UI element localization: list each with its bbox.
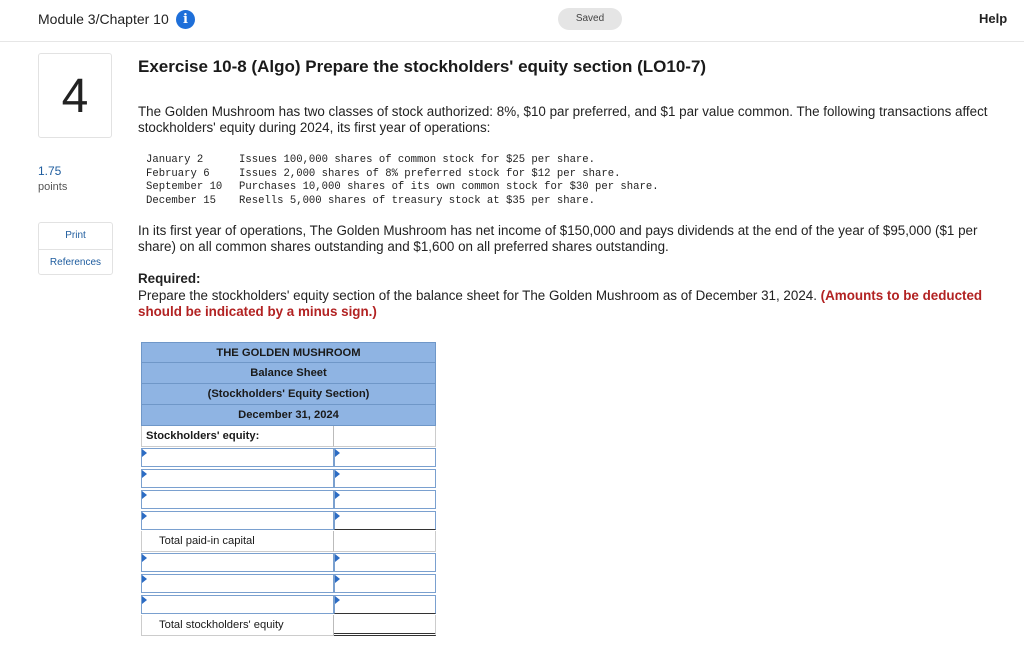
account-dropdown[interactable]: [141, 469, 334, 488]
amount-input[interactable]: [334, 574, 436, 593]
exercise-intro: The Golden Mushroom has two classes of stock authorized: 8%, $10 par preferred, and $1 par value common. The following transactions affect stockholders' equity during 2024, its first year of operations:: [138, 104, 988, 135]
table-row: [141, 489, 436, 510]
table-row: [141, 426, 436, 447]
dropdown-marker-icon: [335, 470, 340, 478]
dropdown-marker-icon: [142, 470, 147, 478]
total-paid-in-label: Total paid-in capital: [141, 531, 334, 552]
account-dropdown[interactable]: [141, 511, 334, 530]
sheet-date: December 31, 2024: [141, 405, 436, 426]
exercise-title: Exercise 10-8 (Algo) Prepare the stockholders' equity section (LO10-7): [138, 57, 707, 76]
side-tools: [38, 222, 113, 275]
points-label: points: [38, 181, 68, 193]
amount-input[interactable]: [334, 511, 436, 530]
exercise-paragraph: In its first year of operations, The Golden Mushroom has net income of $150,000 and pays dividends at the end of the year of $95,000 ($1 per share) on all common shares outstanding and $1,600 on all preferred shares outstanding.: [138, 223, 978, 254]
amount-input[interactable]: [334, 469, 436, 488]
dropdown-marker-icon: [142, 554, 147, 562]
table-row: [141, 594, 436, 615]
dropdown-marker-icon: [335, 575, 340, 583]
table-row: [141, 510, 436, 531]
transaction-date: December 15: [146, 195, 216, 208]
sheet-company: THE GOLDEN MUSHROOM: [141, 342, 436, 363]
dropdown-marker-icon: [335, 596, 340, 604]
table-row: [141, 531, 436, 552]
transaction-text: Issues 2,000 shares of 8% preferred stock for $12 per share.: [239, 167, 621, 180]
transaction-text: Purchases 10,000 shares of its own common stock for $30 per share.: [239, 181, 659, 194]
saved-badge: Saved: [558, 8, 622, 30]
points-value: 1.75: [38, 164, 62, 178]
dropdown-marker-icon: [142, 575, 147, 583]
account-dropdown[interactable]: [141, 574, 334, 593]
required-heading: Required:: [138, 271, 201, 286]
account-dropdown[interactable]: [141, 553, 334, 572]
module-title: Module 3/Chapter 10: [38, 11, 169, 27]
required-note: (Amounts to be deducted should be indicated by a minus sign.): [138, 288, 983, 319]
dropdown-marker-icon: [142, 449, 147, 457]
account-dropdown[interactable]: [141, 595, 334, 614]
transaction-date: February 6: [146, 167, 210, 180]
amount-input[interactable]: [334, 595, 436, 614]
print-button[interactable]: Print: [65, 230, 86, 241]
table-row: [141, 552, 436, 573]
help-link[interactable]: Help: [979, 11, 1008, 26]
dropdown-marker-icon: [142, 512, 147, 520]
transaction-date: September 10: [146, 181, 223, 194]
balance-sheet-table: [141, 342, 436, 636]
dropdown-marker-icon: [142, 596, 147, 604]
table-row: [141, 573, 436, 594]
transaction-row: [146, 154, 659, 168]
amount-input[interactable]: [334, 490, 436, 509]
amount-input[interactable]: [334, 448, 436, 467]
total-equity-label: Total stockholders' equity: [141, 615, 334, 636]
dropdown-marker-icon: [335, 449, 340, 457]
amount-input[interactable]: [334, 553, 436, 572]
transaction-text: Issues 100,000 shares of common stock for $25 per share.: [239, 154, 596, 166]
account-dropdown[interactable]: [141, 490, 334, 509]
table-row: [141, 447, 436, 468]
equity-label: Stockholders' equity:: [141, 426, 334, 447]
dropdown-marker-icon: [335, 554, 340, 562]
sheet-section: (Stockholders' Equity Section): [141, 384, 436, 405]
transaction-row: [146, 168, 659, 182]
transactions-list: [146, 154, 659, 209]
dropdown-marker-icon: [335, 512, 340, 520]
transaction-date: January 2: [146, 154, 204, 166]
dropdown-marker-icon: [142, 491, 147, 499]
account-dropdown[interactable]: [141, 448, 334, 467]
transaction-text: Resells 5,000 shares of treasury stock at $35 per share.: [239, 195, 596, 208]
required-text: Prepare the stockholders' equity section of the balance sheet for The Golden Mushroom as of December 31, 2024.: [138, 288, 817, 303]
transaction-row: [146, 181, 659, 195]
info-icon[interactable]: i: [176, 10, 195, 29]
transaction-row: [146, 195, 659, 209]
top-bar: [0, 0, 1024, 42]
sheet-statement: Balance Sheet: [141, 363, 436, 384]
question-number: 4: [38, 53, 112, 138]
references-button[interactable]: References: [39, 249, 112, 275]
table-row: [141, 468, 436, 489]
dropdown-marker-icon: [335, 491, 340, 499]
total-equity-amount: [334, 615, 436, 636]
required-instructions: [138, 288, 1008, 320]
table-row: [141, 615, 436, 636]
amount-cell: [334, 426, 436, 447]
total-paid-in-amount: [334, 531, 436, 552]
